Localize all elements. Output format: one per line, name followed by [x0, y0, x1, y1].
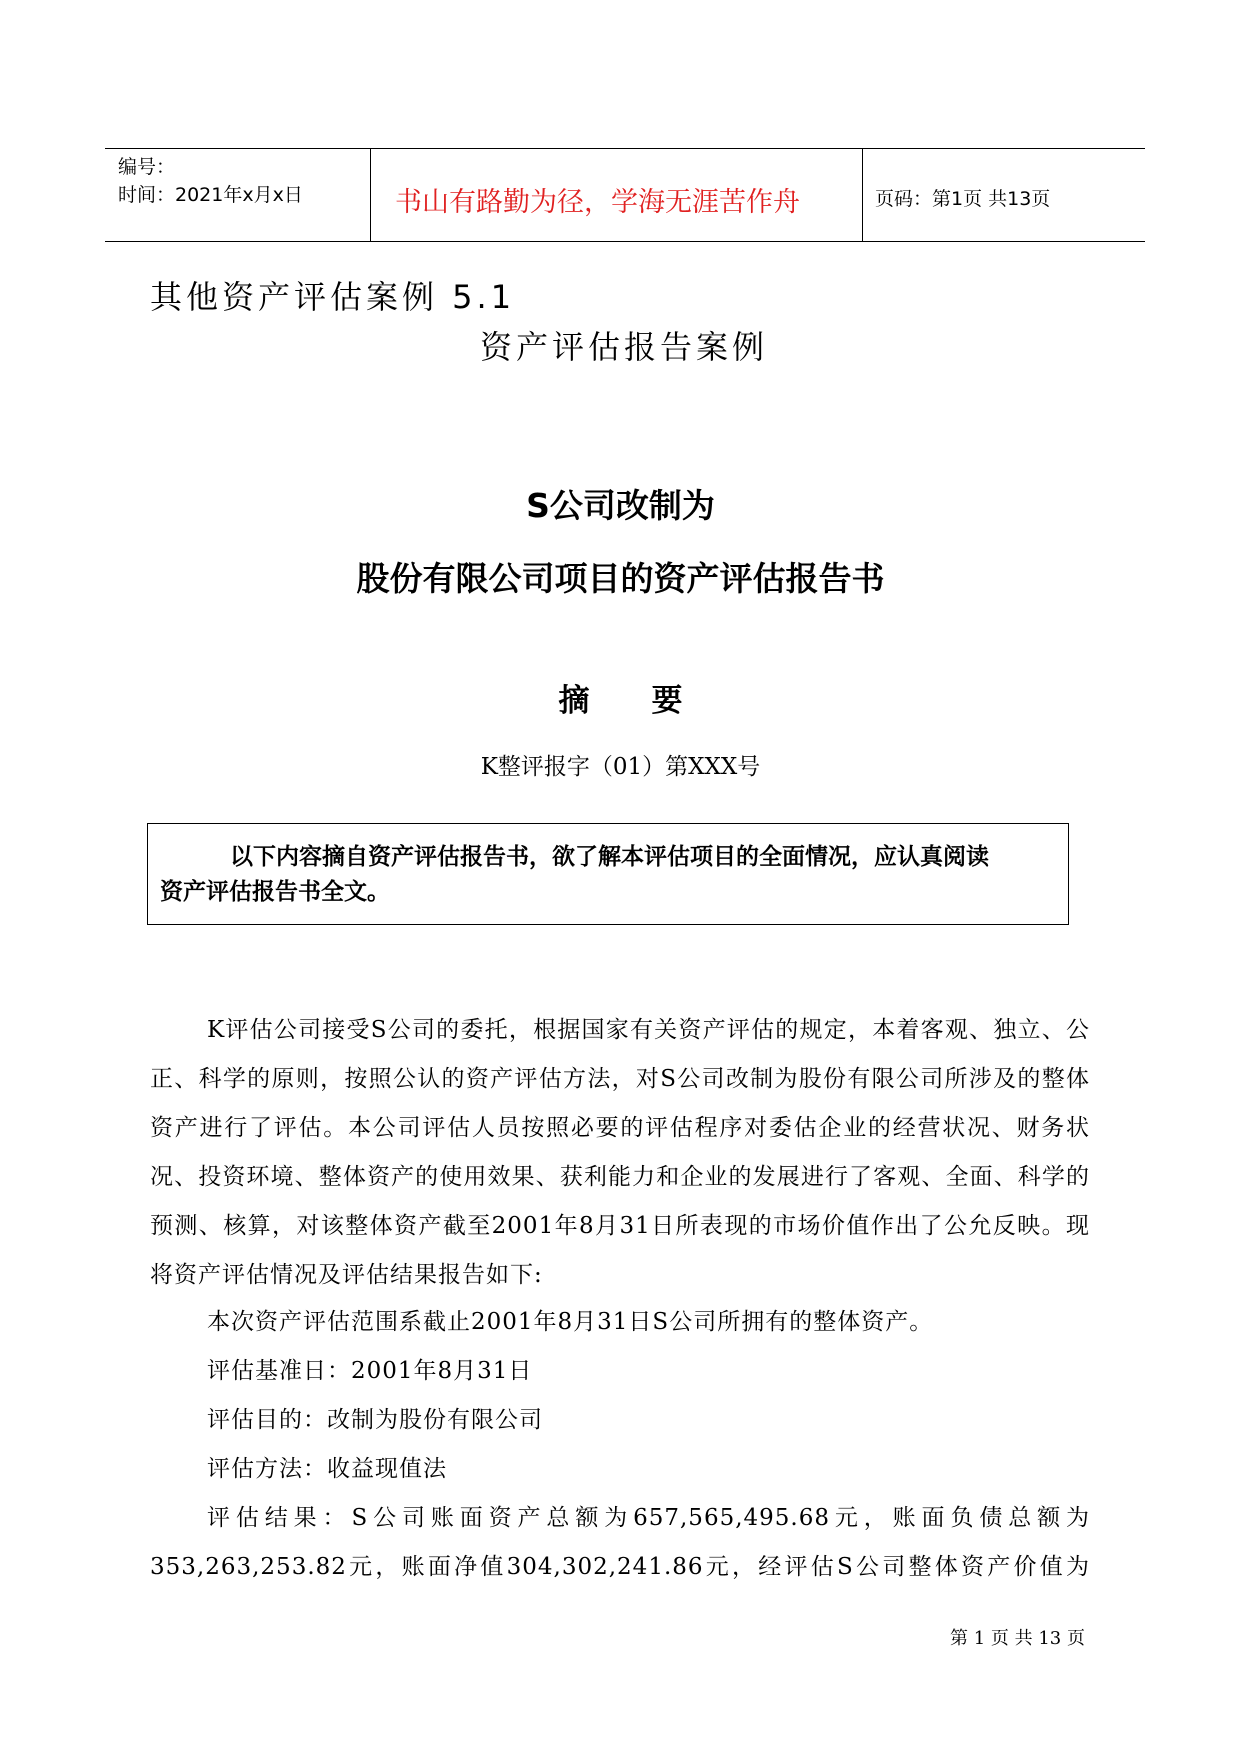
header-divider-right: [862, 148, 863, 242]
result-line2: 353,263,253.82元，账面净值304,302,241.86元，经评估S公司整体资产价值为: [150, 1554, 1090, 1580]
result-line1: 评估结果：S公司账面资产总额为657,565,495.68元，账面负债总额为: [207, 1505, 1090, 1531]
method-line: 评估方法：收益现值法: [207, 1456, 447, 1482]
case-heading: 其他资产评估案例 5.1: [150, 278, 516, 316]
body-paragraph-1: K评估公司接受S公司的委托，根据国家有关资产评估的规定，本着客观、独立、公正、科学的原则，按照公认的资产评估方法，对S公司改制为股份有限公司所涉及的整体资产进行了评估。本公司评估人员按照必要的评估程序对委估企业的经营状况、财务状况、投资环境、整体资产的使用效果、获利能力和企业的发展进行了客观、全面、科学的预测、核算，对该整体资产截至2001年8月31日所表现的市场价值作出了公允反映。现将资产评估情况及评估结果报告如下:: [150, 1017, 1090, 1288]
header-bottom-rule: [105, 241, 1145, 242]
case-subheading: 资产评估报告案例: [480, 328, 769, 366]
notice-line2: 资产评估报告书全文。: [160, 879, 390, 905]
report-number: K整评报字（01）第XXX号: [480, 754, 761, 780]
time-label: 时间：2021年x月x日: [118, 184, 303, 206]
notice-box: [147, 823, 1069, 925]
purpose-line: 评估目的：改制为股份有限公司: [207, 1407, 543, 1433]
report-title-line1: S公司改制为: [526, 486, 715, 525]
number-label: 编号：: [118, 156, 176, 178]
header-divider-left: [370, 148, 371, 242]
footer-page-number: 第 1 页 共 13 页: [950, 1628, 1085, 1649]
header-motto: 书山有路勤为径，学海无涯苦作舟: [395, 187, 800, 218]
header-top-rule: [105, 148, 1145, 149]
report-title-line2: 股份有限公司项目的资产评估报告书: [356, 559, 885, 598]
abstract-heading: 摘 要: [558, 683, 683, 719]
notice-line1: 以下内容摘自资产评估报告书，欲了解本评估项目的全面情况，应认真阅读: [230, 844, 989, 870]
base-date-line: 评估基准日：2001年8月31日: [207, 1358, 533, 1384]
scope-line: 本次资产评估范围系截止2001年8月31日S公司所拥有的整体资产。: [207, 1309, 934, 1335]
header-page-info: 页码：第1页 共13页: [875, 188, 1051, 210]
